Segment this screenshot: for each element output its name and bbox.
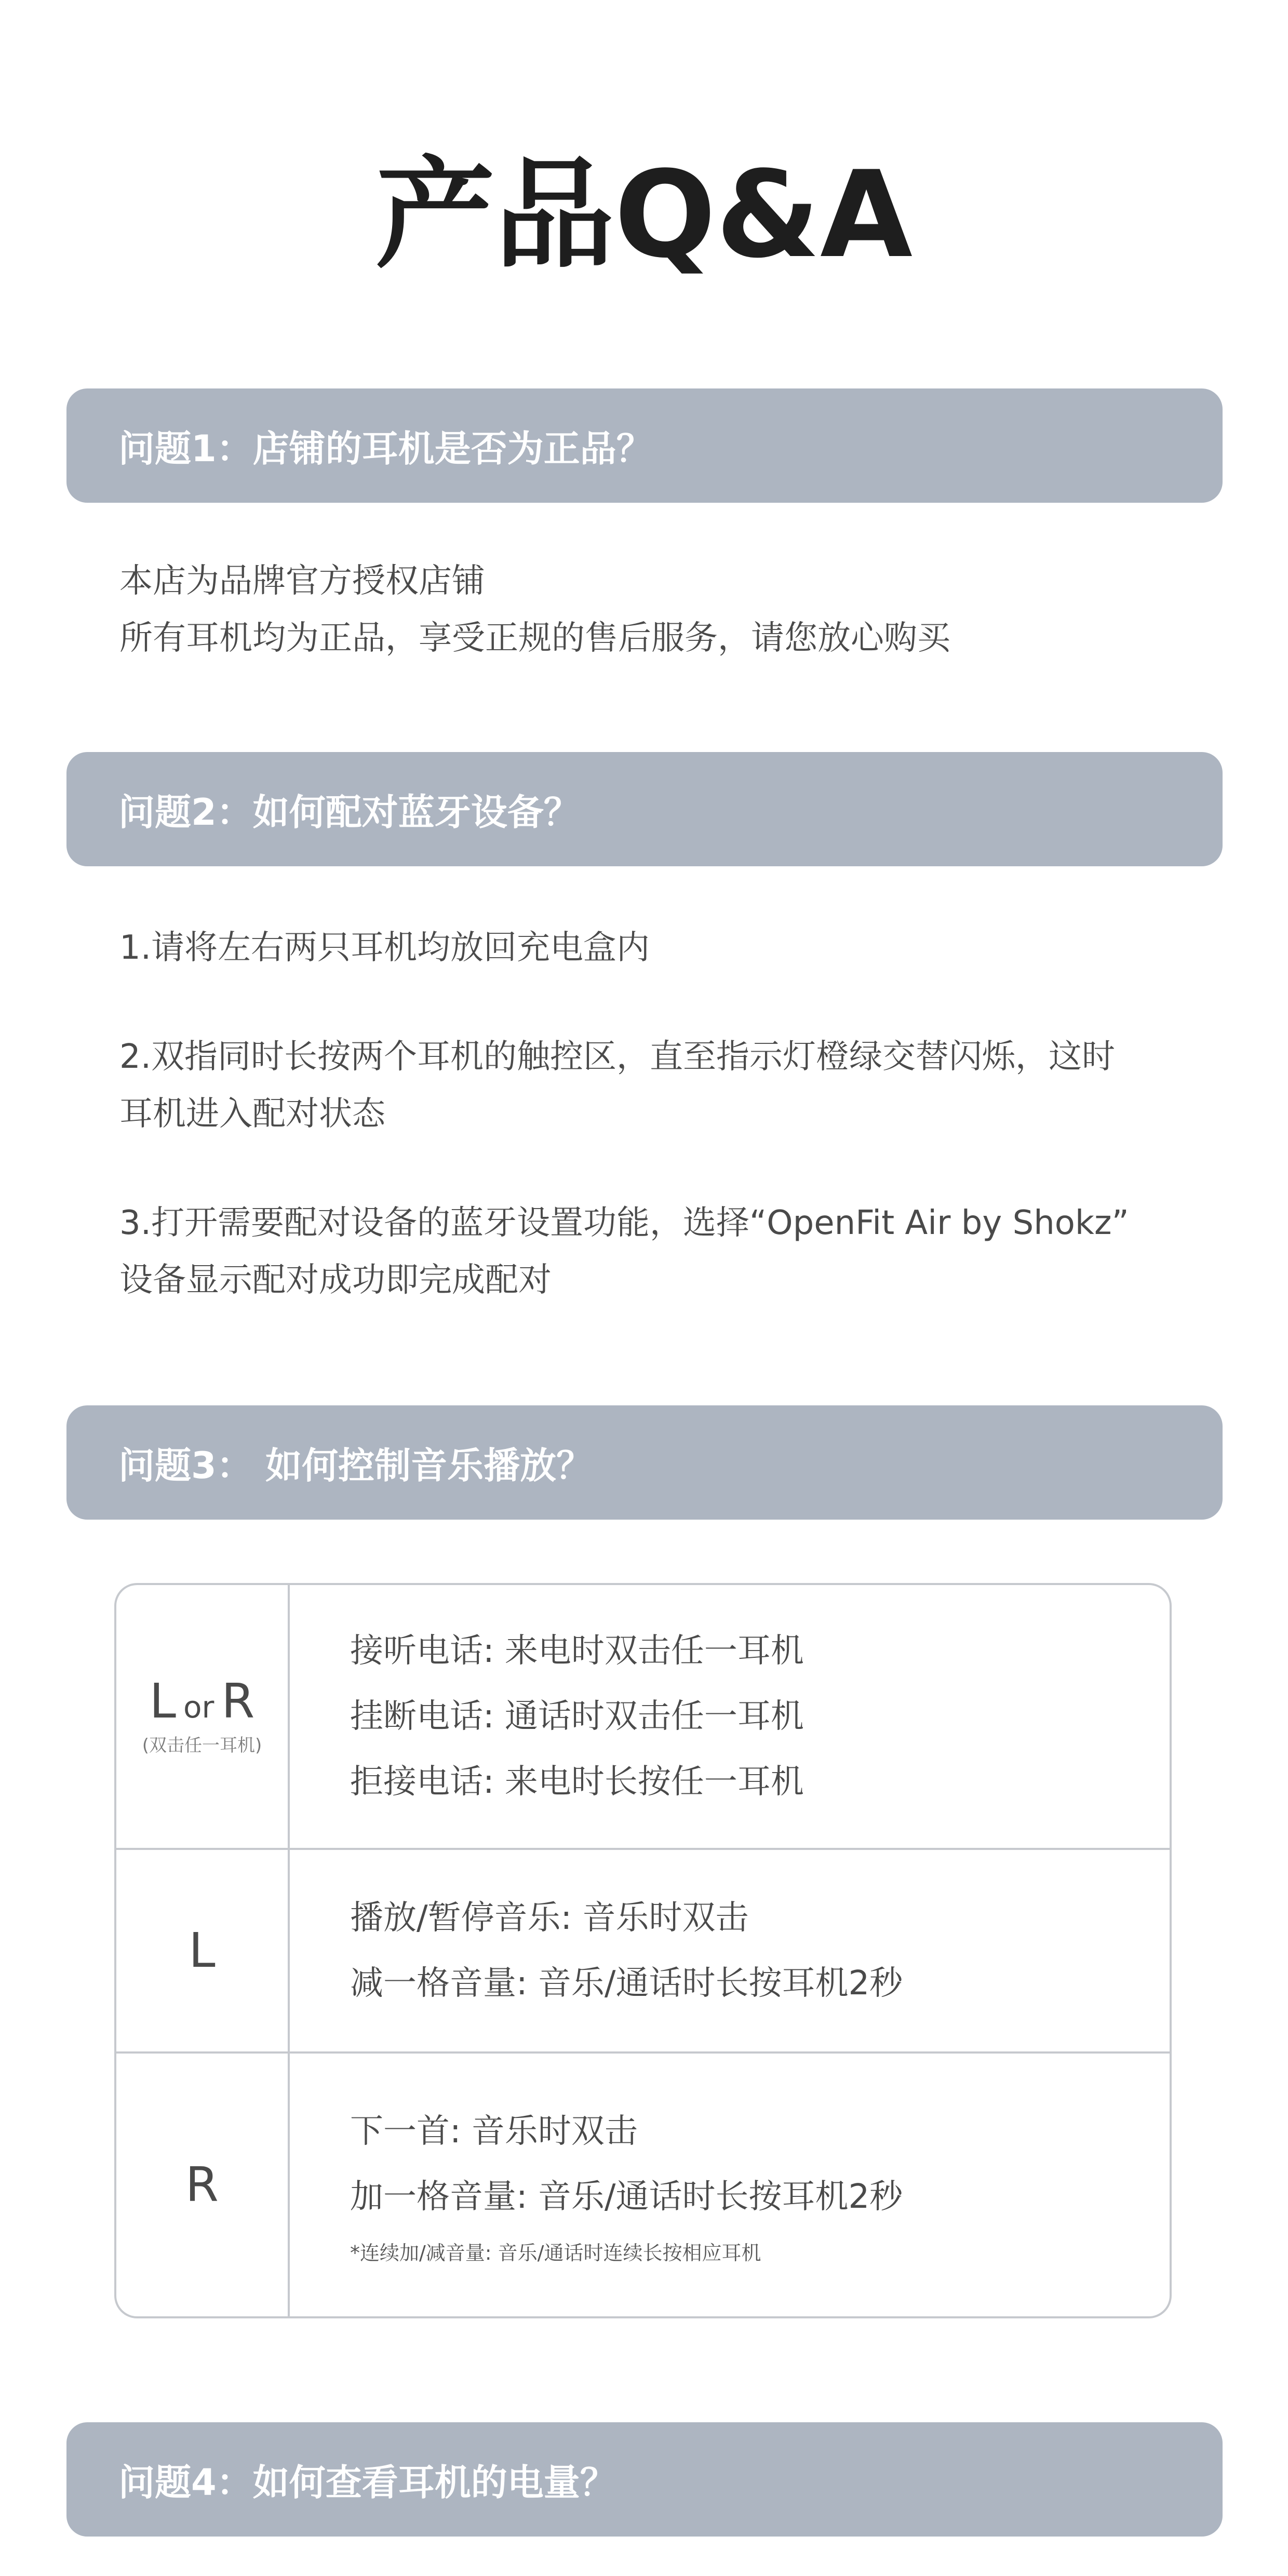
description-cell (350, 1585, 1149, 1848)
question-1-title: 问题1：店铺的耳机是否为正品？ (118, 427, 653, 470)
control-line: 挂断电话: 通话时双击任一耳机 (350, 1697, 804, 1736)
control-line: 拒接电话: 来电时长按任一耳机 (350, 1763, 804, 1801)
step-1: 1.请将左右两只耳机均放回充电盒内 (119, 929, 650, 967)
control-line: 播放/暂停音乐: 音乐时双击 (350, 1899, 749, 1937)
control-line: 下一首: 音乐时双击 (350, 2112, 638, 2151)
control-line: 减一格音量: 音乐/通话时长按耳机2秒 (350, 1964, 903, 2003)
control-note: *连续加/减音量: 音乐/通话时连续长按相应耳机 (350, 2242, 761, 2264)
question-2-header (66, 752, 1223, 866)
table-row (116, 1585, 1170, 1848)
control-table (114, 1583, 1172, 2318)
key-cell (116, 2054, 290, 2316)
question-3-header (66, 1405, 1223, 1520)
question-3-title: 问题3： 如何控制音乐播放？ (118, 1444, 593, 1487)
key-label: Lor R (149, 1673, 255, 1729)
question-1-header (66, 388, 1223, 503)
answer-line: 所有耳机均为正品，享受正规的售后服务，请您放心购买 (119, 619, 950, 658)
question-4-title: 问题4：如何查看耳机的电量？ (118, 2461, 616, 2504)
key-label: R (185, 2156, 219, 2212)
key-label: L (189, 1922, 216, 1978)
description-cell (350, 2054, 1149, 2316)
step-2-line-2: 耳机进入配对状态 (119, 1095, 385, 1133)
key-cell (116, 1585, 290, 1848)
page-title: 产品Q&A (375, 146, 913, 285)
table-row (116, 1848, 1170, 2051)
table-row (116, 2051, 1170, 2316)
question-4-header (66, 2422, 1223, 2537)
question-2-answer (119, 919, 1236, 1309)
answer-line: 本店为品牌官方授权店铺 (119, 562, 485, 600)
question-2-title: 问题2：如何配对蓝牙设备？ (118, 790, 580, 834)
step-2-line-1: 2.双指同时长按两个耳机的触控区，直至指示灯橙绿交替闪烁，这时 (119, 1038, 1116, 1076)
control-line: 加一格音量: 音乐/通话时长按耳机2秒 (350, 2178, 903, 2216)
step-3-line-1: 3.打开需要配对设备的蓝牙设置功能，选择“OpenFit Air by Shokz” (119, 1204, 1129, 1242)
step-3-line-2: 设备显示配对成功即完成配对 (119, 1261, 552, 1299)
description-cell (350, 1850, 1149, 2051)
key-cell (116, 1850, 290, 2051)
key-sublabel: (双击任一耳机) (142, 1735, 262, 1756)
control-line: 接听电话: 来电时双击任一耳机 (350, 1632, 804, 1670)
question-1-answer (119, 553, 1236, 667)
